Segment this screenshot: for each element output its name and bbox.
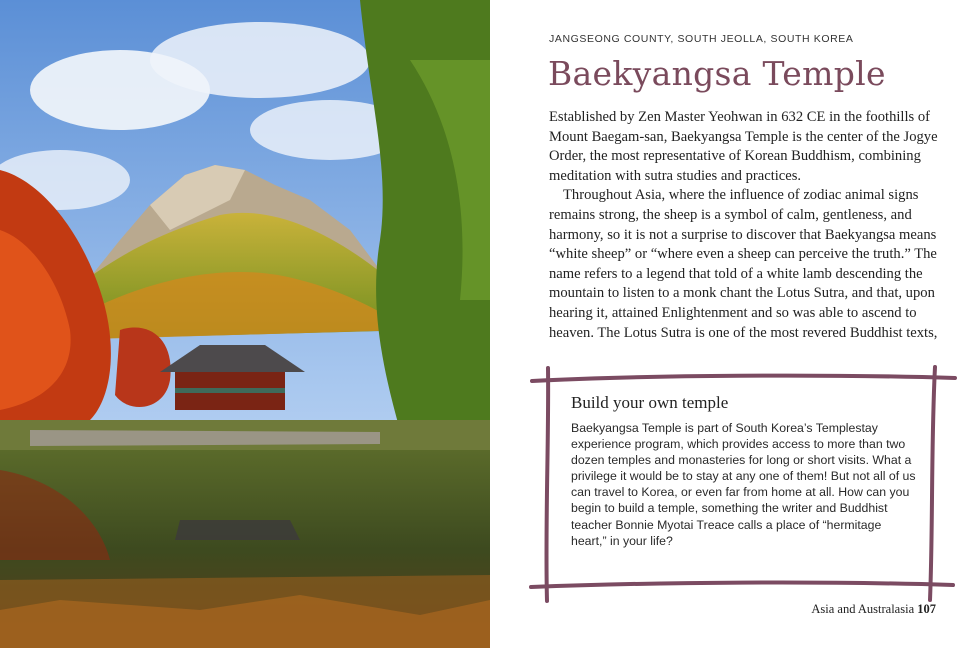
body-text bbox=[549, 108, 949, 343]
body-paragraph: Established by Zen Master Yeohwan in 632 CE in the foothills of Mount Baegam-san, Baekyangsa Temple is the center of the Jogye Order, the most representative of Korean Buddhism, combining meditation with sutra studies and practices. bbox=[549, 109, 938, 184]
location-label: JANGSEONG COUNTY, SOUTH JEOLLA, SOUTH KOREA bbox=[549, 33, 854, 45]
page-footer bbox=[811, 602, 936, 617]
section-name: Asia and Australasia bbox=[811, 602, 915, 616]
body-paragraph: Throughout Asia, where the influence of zodiac animal signs remains strong, the sheep is a symbol of calm, gentleness, and harmony, so it is not a surprise to discover that Baekyangsa means “white sheep” or “where even a sheep can perceive the truth.” The name refers to a legend that told of a white lamb descending the mountain to listen to a monk chant the Lotus Sutra, and that, upon hearing it, attained Enlightenment and so was able to ascend to heaven. The Lotus Sutra is one of the most revered Buddhist texts, bbox=[549, 187, 938, 341]
page-title: Baekyangsa Temple bbox=[548, 54, 886, 93]
text-page bbox=[490, 0, 980, 648]
sidebar-text: Baekyangsa Temple is part of South Korea’s Templestay experience program, which provides access to more than two dozen temples and monasteries for long or short visits. What a privilege it would be to stay at any one of them! But not all of us can travel to Korea, or even far from home at all. How can you begin to build a temple, something the writer and Buddhist teacher Bonnie Myotai Treace calls a place of “hermitage heart,” in your life? bbox=[571, 421, 916, 548]
page-number: 107 bbox=[917, 602, 936, 616]
sidebar-box bbox=[527, 365, 957, 605]
sidebar-title: Build your own temple bbox=[571, 393, 729, 412]
